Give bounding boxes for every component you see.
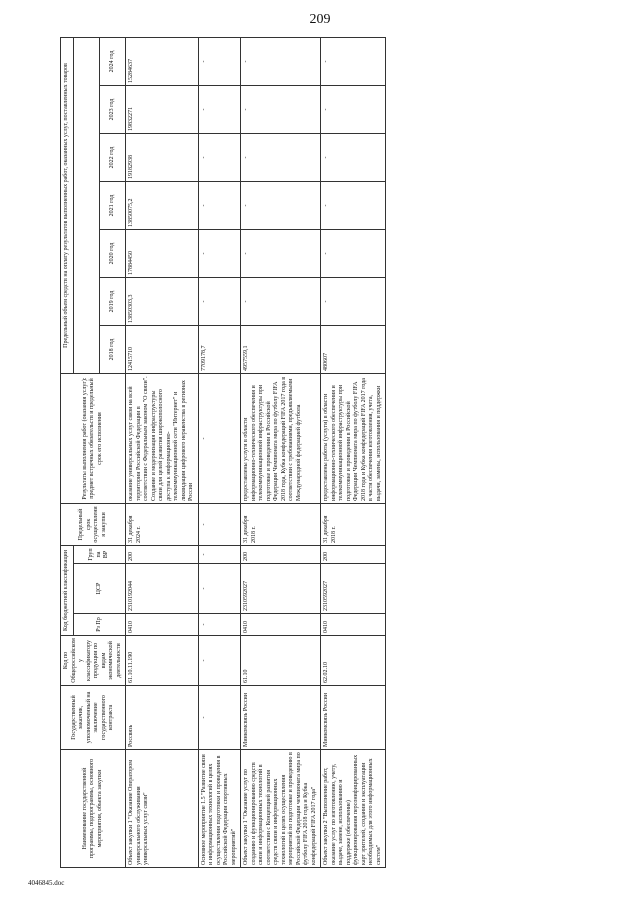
cell-value: -: [198, 134, 241, 182]
header-year: 2022 год: [99, 134, 126, 182]
cell-value: 19182938: [126, 134, 199, 182]
cell-value: 480607: [321, 326, 386, 374]
cell-deadline: 31 декабря 2018 г.: [321, 504, 386, 546]
cell-rz-pr: 0410: [321, 614, 386, 636]
cell-okpd: -: [198, 636, 241, 686]
cell-deadline: 31 декабря 2024 г.: [126, 504, 199, 546]
cell-value: -: [241, 230, 321, 278]
cell-value: -: [198, 86, 241, 134]
table-row: [321, 37, 386, 867]
document-filename: 4046845.doc: [28, 879, 65, 887]
cell-vr: -: [198, 546, 241, 564]
cell-rz-pr: 0410: [241, 614, 321, 636]
cell-csr: 2310592027: [321, 564, 386, 614]
cell-deadline: 31 декабря 2018 г.: [241, 504, 321, 546]
rotated-table-wrapper: [60, 38, 615, 868]
cell-name: Основное мероприятие 1.5 "Развитие связи и информационных технологий в целях осуществления подготовки и проведения в Российской Федерации спортивных мероприятий": [198, 750, 241, 868]
header-year: 2023 год: [99, 86, 126, 134]
procurement-table: [60, 37, 386, 868]
cell-vr: 200: [241, 546, 321, 564]
cell-value: -: [321, 37, 386, 85]
header-okpd: Код по Общероссийскому классификатору продукции по видам экономической деятельности: [61, 636, 126, 686]
cell-csr: -: [198, 564, 241, 614]
cell-value: -: [321, 230, 386, 278]
cell-value: -: [241, 86, 321, 134]
page-number: 209: [309, 12, 331, 27]
table-row: [241, 37, 321, 867]
header-deadline: Предельный срок осуществления закупки: [61, 504, 126, 546]
cell-value: 19832271: [126, 86, 199, 134]
cell-vr: 200: [321, 546, 386, 564]
cell-value: 15284637: [126, 37, 199, 85]
header-results: Результаты выполнения работ (оказания услуг): предмет встречных обязательств и предельный срок его исполнения: [61, 374, 126, 504]
cell-name: Объект закупки 2 "Выполнение работ, оказание услуг по изготовлению, учету, выдаче, замене, использованию и поддержке (обеспечение) функционирования персонифицированных карт зрителей, создании и эксплуатации необходимых для этого информационных систем": [321, 750, 386, 868]
cell-rz-pr: 0410: [126, 614, 199, 636]
cell-customer: -: [198, 686, 241, 750]
cell-value: -: [198, 278, 241, 326]
cell-value: -: [321, 86, 386, 134]
cell-value: -: [198, 230, 241, 278]
header-vr: Груп па ВР: [73, 546, 126, 564]
header-customer: Государственный заказчик, уполномоченный на заключение государственного контракта: [61, 686, 126, 750]
cell-okpd: 61.10: [241, 636, 321, 686]
cell-value: 13850303,3: [126, 278, 199, 326]
cell-okpd: 61.10.11.190: [126, 636, 199, 686]
cell-deadline: -: [198, 504, 241, 546]
cell-value: -: [241, 278, 321, 326]
header-rz-pr: Рз Пр: [73, 614, 126, 636]
header-year: 2018 год: [99, 326, 126, 374]
table-row: [198, 37, 241, 867]
cell-value: -: [241, 37, 321, 85]
cell-value: 7709178,7: [198, 326, 241, 374]
cell-value: 4957559,1: [241, 326, 321, 374]
header-year: 2021 год: [99, 182, 126, 230]
cell-results: предоставлены работы (услуги) в области информационно-технического обеспечения и телекоммуникационной инфраструктуры при подготовке и проведении в Российской Федерации Чемпионата мира по футболу FIFA 2018 года и Кубка конфедераций FIFA 2017 года в части обеспечения изготовления, учета, выдачи, замены, использования и поддержки: [321, 374, 386, 504]
cell-rz-pr: -: [198, 614, 241, 636]
cell-results: -: [198, 374, 241, 504]
header-volume: Предельный объем средств на оплату результатов выполненных работ, оказанных услуг, поставленных товаров: [61, 37, 74, 373]
header-csr: ЦСР: [73, 564, 126, 614]
cell-value: -: [198, 182, 241, 230]
cell-results: оказание универсальных услуг связи на всей территории Российской Федерации в соответствии с Федеральным законом "О связи". Создание и модернизация инфраструктуры связи для целей развития широкополосного доступа к информационно-телекоммуникационной сети "Интернет" и ликвидации цифрового неравенства в регионах России: [126, 374, 199, 504]
cell-value: -: [241, 182, 321, 230]
header-name: Наименование государственной программы, подпрограммы, основного мероприятия, объекта закупки: [61, 750, 126, 868]
header-year: 2024 год: [99, 37, 126, 85]
table-row: [126, 37, 199, 867]
cell-csr: 2310192044: [126, 564, 199, 614]
cell-value: -: [241, 134, 321, 182]
cell-value: 12415710: [126, 326, 199, 374]
cell-value: 17884450: [126, 230, 199, 278]
cell-customer: Россвязь: [126, 686, 199, 750]
cell-results: предоставлены услуги в области информационно-технического обеспечения и телекоммуникационной инфраструктуры при подготовке и проведении в Российской Федерации Чемпионата мира по футболу FIFA 2018 года, Кубка конфедераций FIFA 2017 года в соответствии с требованиями, предъявляемыми Международной федерацией футбола: [241, 374, 321, 504]
cell-value: 13850075,2: [126, 182, 199, 230]
cell-value: -: [321, 278, 386, 326]
cell-vr: 200: [126, 546, 199, 564]
cell-okpd: 62.02.10: [321, 636, 386, 686]
cell-value: -: [321, 182, 386, 230]
header-year: 2019 год: [99, 278, 126, 326]
cell-name: Объект закупки 1 "Оказание Оператором универсального обслуживания универсальных услуг связи": [126, 750, 199, 868]
header-year: 2020 год: [99, 230, 126, 278]
cell-value: -: [321, 134, 386, 182]
cell-csr: 2310592027: [241, 564, 321, 614]
cell-name: Объект закупки 1 "Оказание услуг по созданию и функционированию средств связи и информационных технологий в соответствии с Концепцией развития средств связи и информационных технологий в целях осуществления мероприятий по подготовке и проведению в Российской Федерации чемпионата мира по футболу FIFA 2018 года и Кубка конфедераций FIFA 2017 года": [241, 750, 321, 868]
cell-value: -: [198, 37, 241, 85]
cell-customer: Минкомсвязь России: [241, 686, 321, 750]
header-budget-code: Код бюджетной классификации: [61, 546, 74, 636]
cell-customer: Минкомсвязь России: [321, 686, 386, 750]
